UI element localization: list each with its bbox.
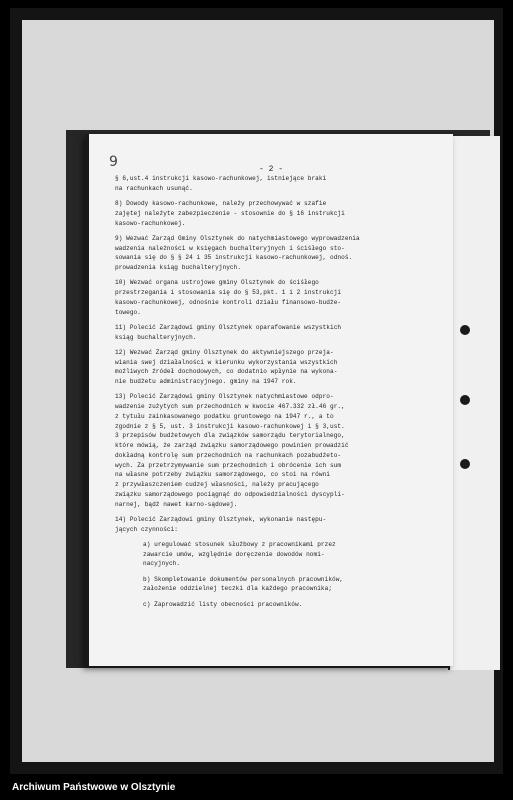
text-line: które mówią, że zarząd związku samorządowego powinien prowadzić	[115, 442, 349, 449]
text-line: założenie oddzielnej teczki dla każdego pracownika;	[143, 585, 333, 593]
text-line: b) Skompletowanie dokumentów personalnych pracowników,	[143, 575, 344, 583]
text-line: ksiąg buchalteryjnych.	[115, 333, 197, 341]
sub-item	[115, 575, 445, 595]
text-line: wadzenie zużytych sum przechodnich w kwocie 467.332 zł.46 gr.,	[115, 403, 345, 410]
text-line: wadzenia należności w księgach buchalteryjnych i ściśłego sto-	[115, 244, 345, 252]
text-line: zgodnie z § 5, ust. 3 instrukcji kasowo-rachunkowej i § 3,ust.	[115, 422, 345, 430]
text-line: dokładną kontrolę sum przechodnich na rachunkach pozabudżeto-	[115, 451, 342, 459]
text-line: 3 przepisów budżetowych dla związków samorządu terytorialnego,	[115, 432, 345, 440]
text-line: sowania się do § § 24 i 35 instrukcji kasowo-rachunkowej, odnoś.	[115, 254, 353, 262]
archive-caption: Archiwum Państwowe w Olsztynie	[12, 782, 176, 793]
paragraph	[115, 515, 445, 535]
text-line: z przywłaszczeniem cudzej własności, należy pracującego	[115, 481, 319, 488]
text-line: nie budżetu administracyjnego. gminy na 1947 rok.	[115, 378, 297, 385]
text-line: na rachunkach usunąć.	[115, 184, 193, 192]
text-line: 12) Wezwać Zarząd gminy Olsztynek do aktywniejszego przeja-	[115, 348, 334, 356]
folio-number: 9	[109, 154, 118, 170]
text-line: wiania swej działalności w kierunku wykorzystania wszystkich	[115, 358, 338, 366]
text-line: towego.	[115, 308, 141, 316]
text-line: zawarcie umów, względnie doręczenie dowodów nomi-	[143, 550, 325, 558]
document-body	[115, 174, 445, 615]
paragraph	[115, 392, 445, 509]
binding-hole	[460, 459, 470, 469]
text-line: narnej, bądź nawet karno-sądowej.	[115, 500, 238, 508]
paragraph	[115, 348, 445, 387]
text-line: przestrzegania i stosowania się do § 53,pkt. 1 i 2 instrukcji	[115, 289, 342, 296]
text-line: kasowo-rachunkowej, odnośnie kontroli działu finansowo-budże-	[115, 298, 342, 306]
paragraph	[115, 278, 445, 317]
sub-item	[115, 600, 445, 610]
binding-hole	[460, 395, 470, 405]
text-line: prowadzenia ksiąg buchalteryjnych.	[115, 264, 242, 271]
text-line: § 6,ust.4 instrukcji kasowo-rachunkowej, istniejące braki	[115, 175, 327, 182]
text-line: 10) Wezwać organa ustrojowe gminy Olsztynek do ściśłego	[115, 279, 319, 287]
text-line: 14) Polecić Zarządowi gminy Olsztynek, wykonanie następu-	[115, 515, 327, 523]
paragraph	[115, 174, 445, 194]
paragraph	[115, 323, 445, 343]
text-line: nacyjnych.	[143, 560, 181, 568]
text-line: wych. Za przetrzymywanie sum przechodnich i obrócenie ich sum	[115, 461, 342, 469]
text-line: 8) Dowody kasowo-rachunkowe, należy przechowywać w szafie	[115, 200, 327, 207]
text-line: a) uregulować stosunek służbowy z pracownikami przez	[143, 540, 336, 548]
text-line: związku samorządowego pociągnąć do odpowiedzialności dyscypli-	[115, 490, 345, 498]
text-line: 13) Polecić Zarządowi gminy Olsztynek natychmiastowe odpro-	[115, 393, 334, 401]
text-line: z tytułu zainkasowanego podatku gruntowego na 1947 r., a to	[115, 412, 334, 420]
sub-item	[115, 540, 445, 569]
text-line: 9) Wezwać Zarząd Gminy Olsztynek do natychmiastowego wyprowadzenia	[115, 234, 360, 242]
paragraph	[115, 199, 445, 228]
text-line: zajętej należyte zabezpieczenie - stosownie do § 16 instrukcji	[115, 209, 345, 217]
text-line: kasowo-rachunkowej.	[115, 219, 186, 227]
text-line: na własne potrzeby związku samorządowego, co stoi na równi	[115, 471, 330, 479]
text-line: 11) Polecić Zarządowi gminy Olsztynek oparafowanie wszystkich	[115, 323, 342, 331]
document-page	[86, 134, 453, 666]
binding-holes	[460, 325, 474, 475]
page-number: - 2 -	[258, 165, 283, 174]
text-line: możliwych źródeł dochodowych, co dodatnio wpłynie na wykona-	[115, 368, 338, 376]
text-line: jących czynności:	[115, 525, 179, 533]
back-page-edge	[448, 136, 500, 670]
binding-hole	[460, 325, 470, 335]
text-line: c) Zaprowadzić listy obecności pracowników.	[143, 600, 303, 608]
paragraph	[115, 234, 445, 273]
